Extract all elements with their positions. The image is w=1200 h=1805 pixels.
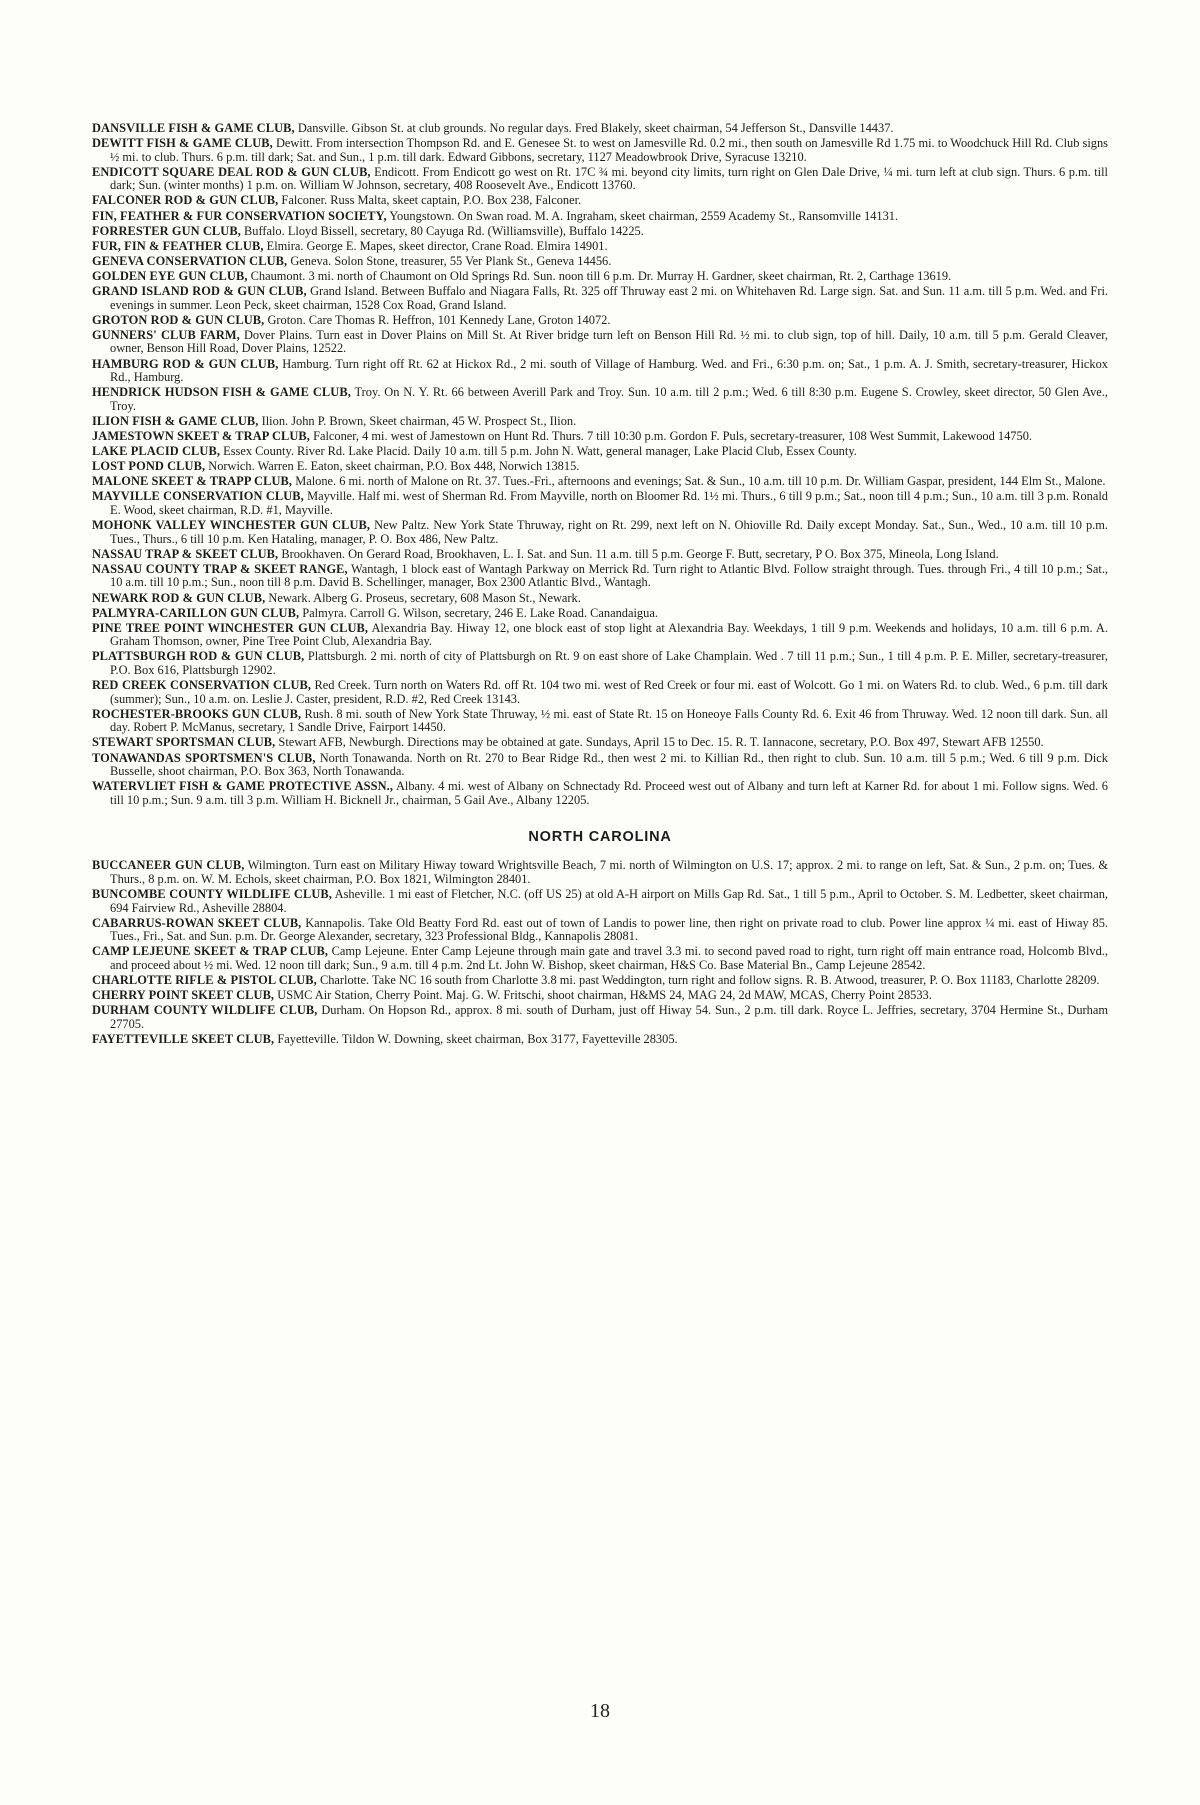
club-entry [92, 752, 1108, 779]
club-entry [92, 548, 1108, 562]
club-entry [92, 255, 1108, 269]
club-name: CABARRUS-ROWAN SKEET CLUB, [92, 915, 302, 930]
club-entry [92, 122, 1108, 136]
club-entry [92, 194, 1108, 208]
club-name: GUNNERS' CLUB FARM, [92, 327, 240, 342]
club-details: Mayville. Half mi. west of Sherman Rd. From Mayville, north on Bloomer Rd. 1½ mi. Thurs., 6 till 9 p.m.; Sat., noon till 4 p.m.; Sun., 10 a.m. till 3 p.m. Ronald E. Wood, skeet chairman, R.D. #1, Mayville. [110, 489, 1109, 517]
club-details: Charlotte. Take NC 16 south from Charlotte 3.8 mi. past Weddington, turn right and follow signs. R. B. Atwood, treasurer, P. O. Box 11183, Charlotte 28209. [319, 973, 1100, 988]
club-entry [92, 780, 1108, 807]
club-entry [92, 314, 1108, 328]
club-name: MAYVILLE CONSERVATION CLUB, [92, 489, 304, 504]
club-details: Red Creek. Turn north on Waters Rd. off Rt. 104 two mi. west of Red Creek or four mi. east of Wolcott. Go 1 mi. on Waters Rd. to club. Wed., 6 p.m. till dark (summer); Sun., 10 a.m. on. Leslie J. Caster, president, R.D. #2, Red Creek 13143. [110, 678, 1108, 706]
club-details: Albany. 4 mi. west of Albany on Schnectady Rd. Proceed west out of Albany and turn left at Karner Rd. for about 1 mi. Follow signs. Wed. 6 till 10 p.m.; Sun. 9 a.m. till 3 p.m. William H. Bicknell Jr., chairman, 5 Gail Ave., Albany 12205. [110, 779, 1108, 807]
club-entry [92, 859, 1108, 886]
club-details: Palmyra. Carroll G. Wilson, secretary, 246 E. Lake Road. Canandaigua. [302, 605, 658, 620]
club-details: Camp Lejeune. Enter Camp Lejeune through main gate and travel 3.3 mi. to second paved road to right, turn right off main entrance road, Holcomb Blvd., and proceed about ½ mi. Wed. 12 noon till dark; Sun., 9 a.m. till 4 p.m. 2nd Lt. John W. Bishop, skeet chairman, H&S Co. Base Material Bn., Camp Lejeune 28542. [110, 944, 1108, 973]
club-details: Geneva. Solon Stone, treasurer, 55 Ver Plank St., Geneva 14456. [290, 253, 612, 268]
club-name: DANSVILLE FISH & GAME CLUB, [92, 121, 295, 135]
club-entry [92, 415, 1108, 429]
club-name: LAKE PLACID CLUB, [92, 444, 221, 459]
club-name: FIN, FEATHER & FUR CONSERVATION SOCIETY, [92, 208, 387, 223]
club-name: GENEVA CONSERVATION CLUB, [92, 253, 288, 268]
club-name: NASSAU COUNTY TRAP & SKEET RANGE, [92, 561, 348, 576]
club-entry [92, 358, 1108, 385]
club-details: New Paltz. New York State Thruway, right on Rt. 299, next left on N. Ohioville Rd. Daily except Monday. Sat., Sun., Wed., 10 a.m. till 10 p.m. Tues., Thurs., 6 till 10 p.m. Ken Hataling, manager, P. O. Box 486, New Paltz. [110, 518, 1108, 546]
club-name: JAMESTOWN SKEET & TRAP CLUB, [92, 428, 310, 443]
north-carolina-club-list [92, 859, 1108, 1046]
club-name: HENDRICK HUDSON FISH & GAME CLUB, [92, 385, 351, 400]
club-name: MALONE SKEET & TRAPP CLUB, [92, 474, 293, 489]
club-details: Wilmington. Turn east on Military Hiway toward Wrightsville Beach, 7 mi. north of Wilmington on U.S. 17; approx. 2 mi. to range on left, Sat. & Sun., 2 p.m. on; Tues. & Thurs., 8 p.m. on. W. M. Echols, skeet chairman, P.O. Box 1821, Wilmington 28401. [110, 858, 1109, 886]
club-name: ILION FISH & GAME CLUB, [92, 413, 259, 428]
club-details: Hamburg. Turn right off Rt. 62 at Hickox Rd., 2 mi. south of Village of Hamburg. Wed. and Fri., 6:30 p.m. on; Sat., 1 p.m. A. J. Smith, secretary-treasurer, Hickox Rd., Hamburg. [110, 356, 1108, 385]
club-entry [92, 285, 1108, 312]
club-details: Grand Island. Between Buffalo and Niagara Falls, Rt. 325 off Thruway east 2 mi. on Whitehaven Rd. Large sign. Sat. and Sun. 11 a.m. till 5 p.m. Wed. and Fri. evenings in summer. Leon Peck, skeet chairman, 1528 Cox Road, Grand Island. [110, 284, 1108, 312]
club-entry [92, 736, 1108, 750]
club-name: FAYETTEVILLE SKEET CLUB, [92, 1032, 275, 1047]
club-details: Elmira. George E. Mapes, skeet director, Crane Road. Elmira 14901. [266, 238, 608, 253]
club-entry [92, 888, 1108, 915]
club-name: CHARLOTTE RIFLE & PISTOL CLUB, [92, 973, 317, 988]
section-heading-north-carolina: NORTH CAROLINA [528, 829, 672, 846]
club-details: Stewart AFB, Newburgh. Directions may be obtained at gate. Sundays, April 15 to Dec. 15. R. T. Iannacone, secretary, P.O. Box 497, Stewart AFB 12550. [278, 735, 1044, 750]
club-name: FUR, FIN & FEATHER CLUB, [92, 238, 264, 253]
club-entry [92, 137, 1108, 164]
club-details: Groton. Care Thomas R. Heffron, 101 Kennedy Lane, Groton 14072. [267, 312, 611, 327]
directory-column [92, 122, 1108, 1048]
club-entry [92, 240, 1108, 254]
club-entry [92, 329, 1108, 356]
club-name: BUNCOMBE COUNTY WILDLIFE CLUB, [92, 887, 332, 902]
club-name: MOHONK VALLEY WINCHESTER GUN CLUB, [92, 518, 371, 533]
club-entry [92, 475, 1108, 489]
club-name: CHERRY POINT SKEET CLUB, [92, 988, 275, 1003]
club-name: ENDICOTT SQUARE DEAL ROD & GUN CLUB, [92, 164, 371, 179]
club-name: DURHAM COUNTY WILDLIFE CLUB, [92, 1003, 318, 1018]
club-details: Essex County. River Rd. Lake Placid. Daily 10 a.m. till 5 p.m. John N. Watt, general manager, Lake Placid Club, Essex County. [223, 444, 857, 459]
club-details: North Tonawanda. North on Rt. 270 to Bear Ridge Rd., then west 2 mi. to Killian Rd., then right to club. Sun. 10 a.m. till 5 p.m.; Wed. 6 till 9 p.m. Dick Busselle, shoot chairman, P.O. Box 363, North Tonawanda. [110, 750, 1108, 779]
new-york-club-list [92, 122, 1108, 807]
club-details: Plattsburgh. 2 mi. north of city of Plattsburgh on Rt. 9 on east shore of Lake Champlain. Wed . 7 till 11 p.m.; Sun., 1 till 4 p.m. P. E. Miller, secretary-treasurer, P.O. Box 616, Plattsburgh 12902. [110, 649, 1108, 677]
club-name: NASSAU TRAP & SKEET CLUB, [92, 546, 279, 561]
club-name: ROCHESTER-BROOKS GUN CLUB, [92, 706, 302, 721]
club-entry [92, 945, 1108, 972]
club-entry [92, 430, 1108, 444]
club-entry [92, 650, 1108, 677]
club-details: Ilion. John P. Brown, Skeet chairman, 45 W. Prospect St., Ilion. [261, 413, 577, 428]
page-number: 18 [590, 1700, 610, 1722]
club-entry [92, 519, 1108, 546]
club-name: HAMBURG ROD & GUN CLUB, [92, 356, 279, 371]
club-details: Youngstown. On Swan road. M. A. Ingraham, skeet chairman, 2559 Academy St., Ransomville 14131. [389, 208, 899, 223]
club-name: RED CREEK CONSERVATION CLUB, [92, 678, 312, 693]
club-entry [92, 679, 1108, 706]
club-details: Rush. 8 mi. south of New York State Thruway, ½ mi. east of State Rt. 15 on Honeoye Falls County Rd. 6. Exit 46 from Thruway. Wed. 12 noon till dark. Sun. all day. Robert P. McManus, secretary, 1 Sandle Drive, Fairport 14450. [110, 706, 1108, 735]
club-entry [92, 974, 1108, 988]
club-details: Norwich. Warren E. Eaton, skeet chairman, P.O. Box 448, Norwich 13815. [208, 459, 580, 474]
club-entry [92, 989, 1108, 1003]
club-name: FALCONER ROD & GUN CLUB, [92, 193, 279, 208]
club-details: Asheville. 1 mi east of Fletcher, N.C. (off US 25) at old A-H airport on Mills Gap Rd. Sat., 1 till 5 p.m., April to October. S. M. Ledbetter, skeet chairman, 694 Fairview Rd., Asheville 28804. [110, 887, 1108, 915]
club-name: GRAND ISLAND ROD & GUN CLUB, [92, 284, 307, 299]
club-name: BUCCANEER GUN CLUB, [92, 858, 245, 873]
club-details: Dover Plains. Turn east in Dover Plains on Mill St. At River bridge turn left on Benson Hill Rd. ½ mi. to club sign, top of hill. Daily, 10 a.m. till 5 p.m. Gerald Cleaver, owner, Benson Hill Road, Dover Plains, 12522. [110, 327, 1108, 356]
club-name: FORRESTER GUN CLUB, [92, 223, 241, 238]
club-name: PINE TREE POINT WINCHESTER GUN CLUB, [92, 620, 369, 635]
club-details: Brookhaven. On Gerard Road, Brookhaven, L. I. Sat. and Sun. 11 a.m. till 5 p.m. George F. Butt, secretary, P O. Box 375, Mineola, Long Island. [281, 546, 999, 561]
club-name: DEWITT FISH & GAME CLUB, [92, 136, 273, 151]
club-entry [92, 386, 1108, 413]
club-entry [92, 607, 1108, 621]
club-details: Dewitt. From intersection Thompson Rd. and E. Genesee St. to west on Jamesville Rd. 0.2 mi., then south on Jamesville Rd 1.75 mi. to Woodchuck Hill Rd. Club signs ½ mi. to club. Thurs. 6 p.m. till dark; Sat. and Sun., 1 p.m. till dark. Edward Gibbons, secretary, 1127 Meadowbrook Drive, Syracuse 13210. [110, 136, 1108, 164]
club-details: Fayetteville. Tildon W. Downing, skeet chairman, Box 3177, Fayetteville 28305. [277, 1032, 678, 1047]
club-entry [92, 917, 1108, 944]
club-entry [92, 270, 1108, 284]
club-details: Wantagh, 1 block east of Wantagh Parkway on Merrick Rd. Turn right to Atlantic Blvd. Follow straight through. Tues. through Fri., 4 till 10 p.m.; Sat., 10 a.m. till 10 p.m.; Sun., noon till 8 p.m. David B. Schellinger, manager, Box 2300 Atlantic Blvd., Wantagh. [110, 561, 1109, 590]
club-entry [92, 563, 1108, 590]
club-entry [92, 225, 1108, 239]
club-details: Buffalo. Lloyd Bissell, secretary, 80 Cayuga Rd. (Williamsville), Buffalo 14225. [244, 223, 644, 238]
club-entry [92, 1004, 1108, 1031]
club-details: Troy. On N. Y. Rt. 66 between Averill Park and Troy. Sun. 10 a.m. till 2 p.m.; Wed. 6 till 8:30 p.m. Eugene S. Crowley, skeet director, 50 Glen Ave., Troy. [110, 385, 1108, 413]
club-name: PLATTSBURGH ROD & GUN CLUB, [92, 649, 305, 664]
club-entry [92, 445, 1108, 459]
club-details: Alexandria Bay. Hiway 12, one block east of stop light at Alexandria Bay. Weekdays, 1 till 9 p.m. Weekends and holidays, 10 a.m. till 6 p.m. A. Graham Thomson, owner, Pine Tree Point Club, Alexandria Bay. [110, 620, 1108, 649]
club-name: STEWART SPORTSMAN CLUB, [92, 735, 276, 750]
club-entry [92, 210, 1108, 224]
club-details: Durham. On Hopson Rd., approx. 8 mi. south of Durham, just off Hiway 54. Sun., 2 p.m. till dark. Royce L. Jeffries, secretary, 3704 Hermine St., Durham 27705. [110, 1003, 1108, 1031]
club-entry [92, 490, 1108, 517]
club-name: GOLDEN EYE GUN CLUB, [92, 268, 248, 283]
club-details: Falconer, 4 mi. west of Jamestown on Hunt Rd. Thurs. 7 till 10:30 p.m. Gordon F. Puls, secretary-treasurer, 108 West Summit, Lakewood 14750. [313, 428, 1032, 443]
club-details: Dansville. Gibson St. at club grounds. No regular days. Fred Blakely, skeet chairman, 54 Jefferson St., Dansville 14437. [297, 121, 894, 135]
club-details: USMC Air Station, Cherry Point. Maj. G. W. Fritschi, shoot chairman, H&MS 24, MAG 24, 2d MAW, MCAS, Cherry Point 28533. [277, 988, 932, 1003]
club-entry [92, 708, 1108, 735]
club-name: GROTON ROD & GUN CLUB, [92, 312, 265, 327]
club-name: PALMYRA-CARILLON GUN CLUB, [92, 605, 300, 620]
club-details: Endicott. From Endicott go west on Rt. 17C ¾ mi. beyond city limits, turn right on Glen Dale Drive, ¼ mi. turn left at club sign. Thurs. 6 p.m. till dark; Sun. (winter months) 1 p.m. on. William W Johnson, secretary, 408 Roosevelt Ave., Endicott 13760. [110, 164, 1108, 193]
club-name: WATERVLIET FISH & GAME PROTECTIVE ASSN., [92, 779, 394, 794]
club-name: NEWARK ROD & GUN CLUB, [92, 590, 266, 605]
club-details: Newark. Alberg G. Proseus, secretary, 608 Mason St., Newark. [268, 590, 581, 605]
club-details: Chaumont. 3 mi. north of Chaumont on Old Springs Rd. Sun. noon till 6 p.m. Dr. Murray H. Gardner, skeet chairman, Rt. 2, Carthage 13619. [250, 268, 952, 283]
club-details: Malone. 6 mi. north of Malone on Rt. 37. Tues.-Fri., afternoons and evenings; Sat. & Sun., 10 a.m. till 10 p.m. Dr. William Gaspar, president, 144 Elm St., Malone. [295, 474, 1106, 489]
club-details: Kannapolis. Take Old Beatty Ford Rd. east out of town of Landis to power line, then right on private road to club. Power line approx ¼ mi. east of Hiway 85. Tues., Fri., Sat. and Sun. p.m. Dr. George Alexander, secretary, 323 Professional Bldg., Kannapolis 28081. [110, 915, 1108, 944]
club-entry [92, 592, 1108, 606]
club-entry [92, 622, 1108, 649]
club-name: CAMP LEJEUNE SKEET & TRAP CLUB, [92, 944, 329, 959]
club-entry [92, 166, 1108, 193]
club-entry [92, 1033, 1108, 1047]
club-details: Falconer. Russ Malta, skeet captain, P.O. Box 238, Falconer. [281, 193, 582, 208]
club-name: TONAWANDAS SPORTSMEN'S CLUB, [92, 750, 316, 765]
club-name: LOST POND CLUB, [92, 459, 206, 474]
club-entry [92, 460, 1108, 474]
